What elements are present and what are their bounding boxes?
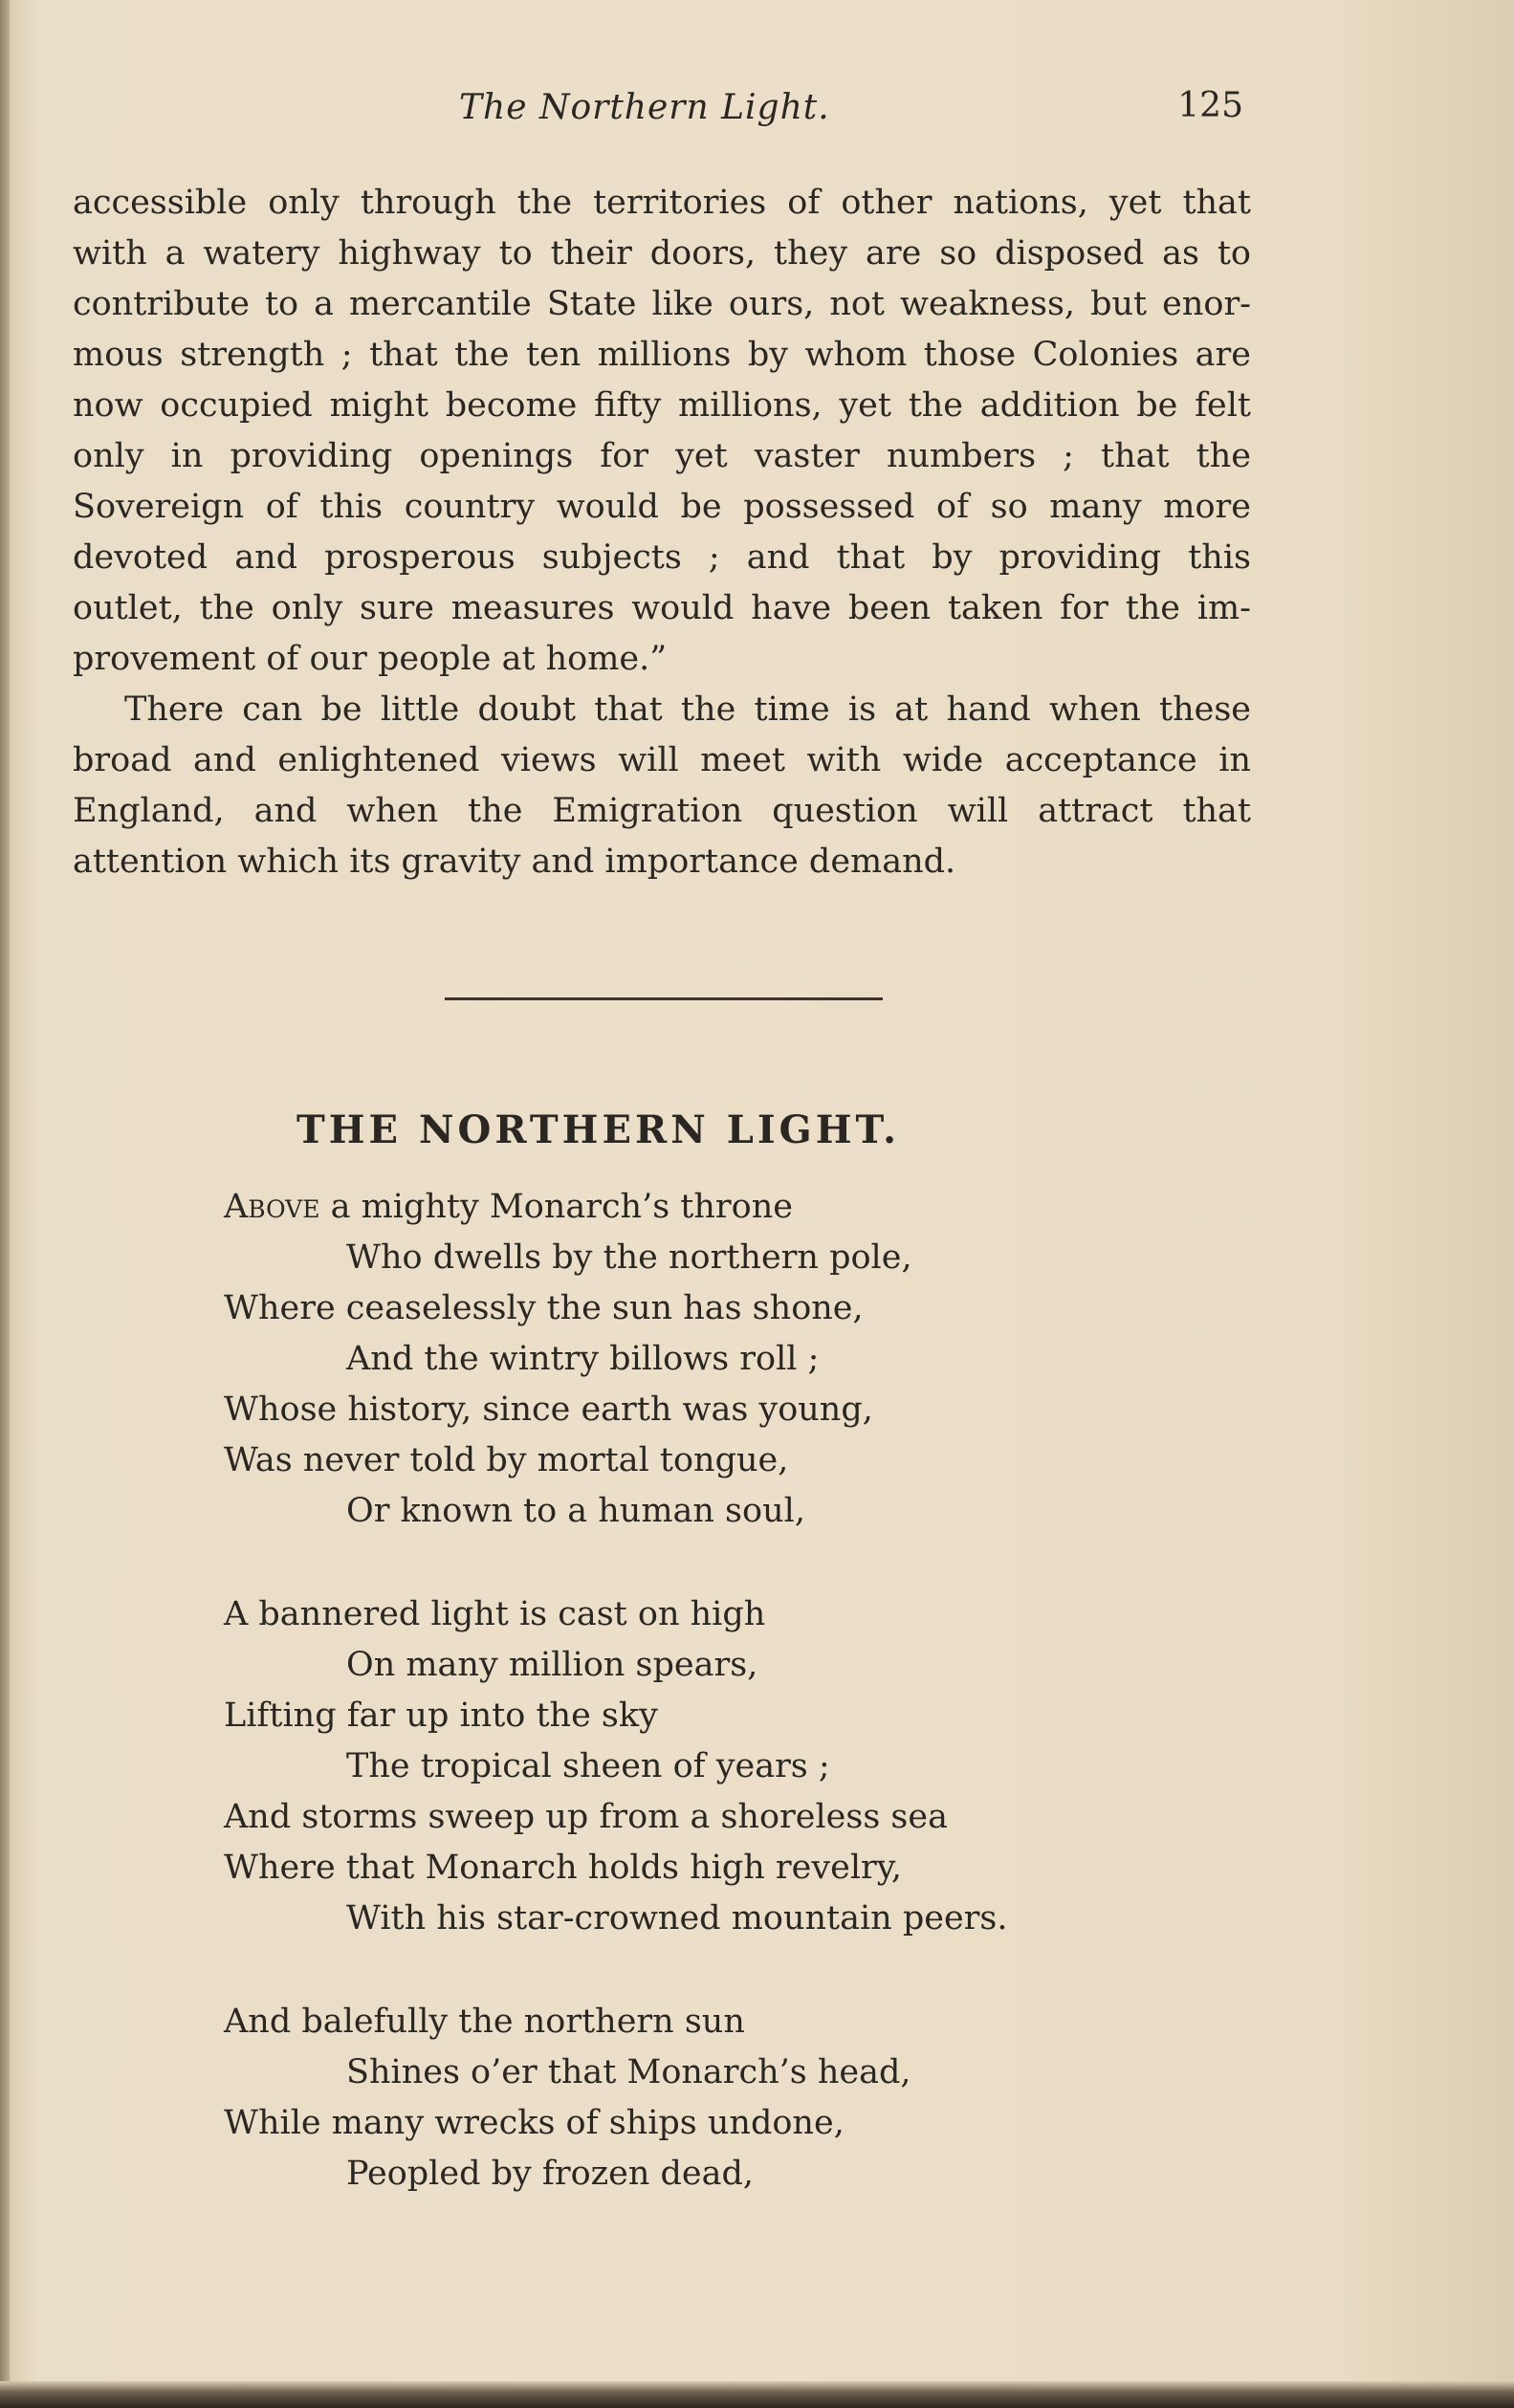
verse-line: Whose history, since earth was young, [224, 1390, 873, 1429]
prose-line: provement of our people at home.” [73, 640, 668, 678]
prose-line: now occupied might become fifty millions, yet the addition be felt [73, 386, 1251, 425]
poem [224, 1182, 1180, 2200]
poem-title: THE NORTHERN LIGHT. [296, 1107, 901, 1152]
verse-line: With his star-crowned mountain peers. [346, 1899, 1008, 1937]
verse-line: Or known to a human soul, [346, 1492, 805, 1530]
prose-line: outlet, the only sure measures would have been taken for the im- [73, 589, 1251, 627]
verse-line: Peopled by frozen dead, [346, 2155, 754, 2193]
running-head [77, 88, 1243, 136]
prose-line: devoted and prosperous subjects ; and that by providing this [73, 538, 1251, 577]
first-word-small-caps: Above [224, 1188, 320, 1226]
running-title: The Northern Light. [459, 88, 830, 127]
prose-line: England, and when the Emigration question will attract that [73, 792, 1251, 830]
stanza [224, 1589, 1180, 1944]
verse-line: And storms sweep up from a shoreless sea [224, 1798, 948, 1836]
prose-line: There can be little doubt that the time is at hand when these [124, 690, 1251, 729]
verse-line: Where ceaselessly the sun has shone, [224, 1289, 864, 1327]
verse-line: The tropical sheen of years ; [346, 1747, 830, 1785]
verse-line: Lifting far up into the sky [224, 1697, 658, 1735]
prose-passage [73, 178, 1251, 887]
stanza [224, 1997, 1180, 2200]
section-divider [445, 997, 883, 1000]
prose-line: Sovereign of this country would be possessed of so many more [73, 488, 1251, 526]
verse-line [224, 1182, 1180, 1233]
verse-line: Where that Monarch holds high revelry, [224, 1849, 902, 1887]
stanza-gap [224, 1944, 1180, 1997]
verse-line-text: a mighty Monarch’s throne [319, 1188, 793, 1226]
binding-edge [0, 0, 10, 2408]
prose-line: attention which its gravity and importance demand. [73, 843, 956, 881]
prose-line: with a watery highway to their doors, they are so disposed as to [73, 234, 1251, 273]
page-bottom-edge [0, 2381, 1514, 2408]
verse-line: And balefully the northern sun [224, 2003, 745, 2041]
verse-line: Who dwells by the northern pole, [346, 1238, 912, 1277]
verse-line: Was never told by mortal tongue, [224, 1441, 789, 1479]
stanza [224, 1182, 1180, 1537]
prose-line: mous strength ; that the ten millions by whom those Colonies are [73, 336, 1251, 374]
prose-line: only in providing openings for yet vaster numbers ; that the [73, 437, 1251, 475]
verse-line: On many million spears, [346, 1646, 758, 1684]
verse-line: And the wintry billows roll ; [346, 1340, 820, 1378]
prose-line: accessible only through the territories of other nations, yet that [73, 184, 1251, 222]
prose-line: contribute to a mercantile State like ours, not weakness, but enor- [73, 285, 1251, 323]
verse-line: A bannered light is cast on high [224, 1595, 766, 1633]
page-number: 125 [1177, 86, 1243, 125]
prose-line: broad and enlightened views will meet with wide acceptance in [73, 741, 1251, 779]
verse-line: While many wrecks of ships undone, [224, 2104, 845, 2142]
stanza-gap [224, 1537, 1180, 1589]
verse-line: Shines o’er that Monarch’s head, [346, 2053, 911, 2091]
